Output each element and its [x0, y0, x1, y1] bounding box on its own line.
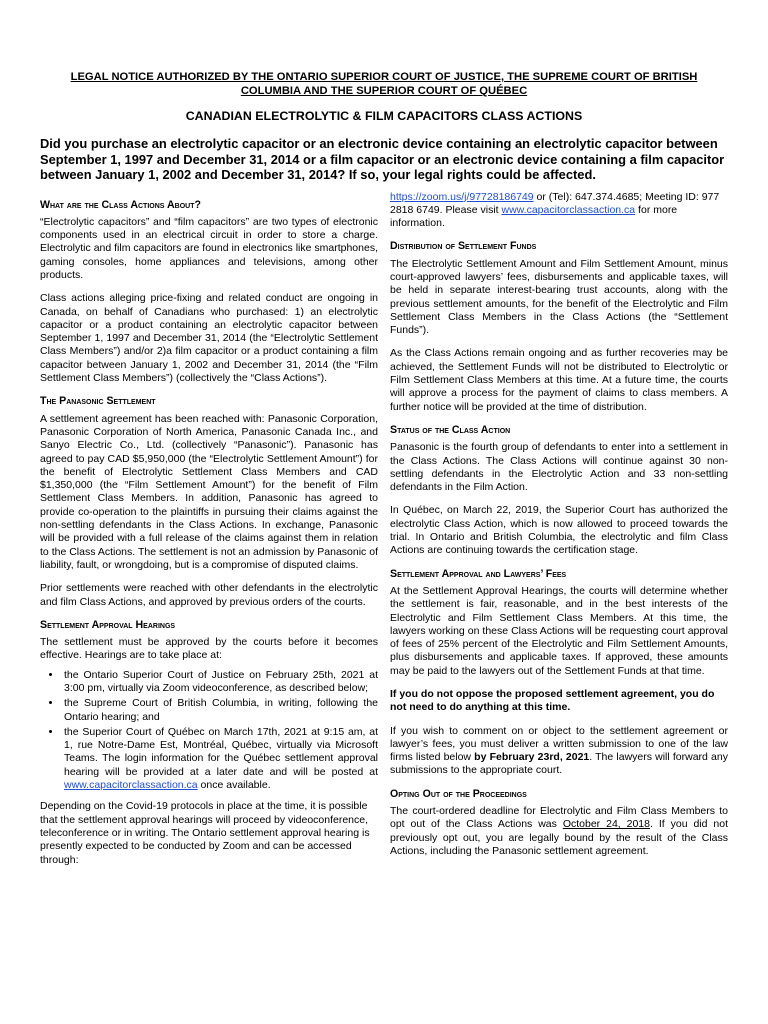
zoom-tail: for more information.: [390, 203, 678, 230]
page-title: CANADIAN ELECTROLYTIC & FILM CAPACITORS CLASS ACTIONS: [185, 109, 583, 123]
lead-question: Did you purchase an electrolytic capacitor or an electronic device containing an electrolytic capacitor between September 1, 1997 and December 31, 2014 or a film capacitor or an electronic device containing a film capacitor between January 1, 2002 and December 31, 2014? If so, your legal rights could be affected.: [40, 136, 725, 182]
bold-notice: If you do not oppose the proposed settlement agreement, you do not need to do anything at this time.: [390, 688, 715, 714]
comment-text: . The lawyers will forward any submissions to the appropriate court.: [390, 751, 728, 777]
section-heading-what: What are the Class Actions About?: [40, 198, 201, 211]
opt-text: . If you did not previously opt out, you are legally bound by the result of the Class Actions, including the Panasonic settlement agreement.: [390, 818, 729, 857]
right-column: [390, 191, 728, 877]
paragraph: Class actions alleging price-fixing and related conduct are ongoing in Canada, on behalf of Canadians who purchased: 1) an electrolytic capacitor or a product containing an electrolytic capacitor between September 1, 1997 and December 31, 2014 (the “Electrolytic Settlement Class Members”) and/or 2)a film capacitor or a product containing a film capacitor between January 1, 2002 and December 31, 2014 (the “Film Settlement Class Members”) (collectively the “Class Actions”).: [40, 292, 378, 385]
list-item-text: the Superior Court of Québec on March 17th, 2021 at 9:15 am, at 1, rue Notre-Dame Est, Montréal, Québec, virtually via Microsoft Teams. The login information for the Québec settlement approval hearing will be provided at a later date and will be posted at: [64, 725, 378, 778]
paragraph: The settlement must be approved by the courts before it becomes effective. Hearings are to take place at:: [40, 636, 378, 662]
paragraph: “Electrolytic capacitors” and “film capacitors” are two types of electronic components used in an electrical circuit in order to store a charge. Electrolytic and film capacitors are found in electronics like smartphones, gaming consoles, home appliances and televisions, among other products.: [40, 215, 378, 281]
comment-text: If you wish to comment on or object to the settlement agreement or lawyer’s fees, you must deliver a written submission to one of the law firms listed below: [390, 724, 728, 764]
list-item: • the Supreme Court of British Columbia, in writing, following the Ontario hearing; and: [62, 697, 378, 724]
zoom-text: or (Tel): 647.374.4685; Meeting ID: 977 2818 6749. Please visit: [390, 190, 720, 216]
paragraph: At the Settlement Approval Hearings, the courts will determine whether the settlement is fair, reasonable, and in the best interests of the Electrolytic and Film Settlement Class Members. At this time, the lawyers working on these Class Actions will be requesting court approval of fees of 25% percent of the Electrolytic and Film Settlement Amounts, plus disbursements and applicable taxes. If approved, these amounts may be paid to the lawyers out of the Settlement Funds at that time.: [390, 584, 728, 677]
zoom-link[interactable]: https://zoom.us/j/97728186749: [390, 190, 534, 203]
website-link[interactable]: www.capacitorclassaction.ca: [64, 779, 198, 792]
paragraph: [390, 725, 728, 778]
comment-deadline: by February 23rd, 2021: [474, 751, 590, 764]
section-heading-fees: Settlement Approval and Lawyers’ Fees: [390, 567, 567, 580]
left-column: [40, 191, 378, 877]
opt-out-deadline: October 24, 2018: [562, 818, 650, 831]
zoom-info: [390, 191, 728, 231]
list-item: [62, 726, 378, 792]
section-heading-status: Status of the Class Action: [390, 423, 511, 436]
list-item: • the Ontario Superior Court of Justice on February 25th, 2021 at 3:00 pm, virtually via Zoom videoconference, as described below;: [62, 669, 378, 696]
list-item-text: once available.: [197, 779, 271, 792]
two-column-body: [40, 191, 728, 877]
section-heading-hearings: Settlement Approval Hearings: [40, 618, 176, 631]
hearings-list: [40, 669, 378, 793]
section-heading-panasonic: The Panasonic Settlement: [40, 395, 156, 408]
paragraph: Prior settlements were reached with other defendants in the electrolytic and film Class Actions, and approved by previous orders of the courts.: [40, 582, 378, 608]
paragraph: As the Class Actions remain ongoing and as further recoveries may be achieved, the Settlement Funds will not be distributed to Electrolytic or Film Settlement Class Members at this time. At a future time, the courts will approve a process for the payment of claims to class members. A further notice will be provided at the time of distribution.: [390, 347, 728, 413]
section-heading-distribution: Distribution of Settlement Funds: [390, 240, 537, 253]
paragraph: A settlement agreement has been reached with: Panasonic Corporation, Panasonic Corporation of North America, Panasonic Canada Inc., and Sanyo Electric Co., Ltd. (collectively “Panasonic”). Panasonic has agreed to pay CAD $5,950,000 (the “Electrolytic Settlement Amount”) for the benefit of Electrolytic Settlement Class Members and CAD $1,350,000 (the “Film Settlement Amount”) for the benefit of Film Settlement Class Members. In addition, Panasonic has agreed to provide co-operation to the plaintiffs in pursuing their claims against the non-settling defendants in the Class Actions. In exchange, Panasonic will be provided with a full release of the claims against them in relation to the Class Actions. The settlement is not an admission by Panasonic of liability, fault, or wrongdoing, but is a compromise of disputed claims.: [40, 412, 378, 571]
paragraph: Depending on the Covid-19 protocols in place at the time, it is possible that the settlement approval hearings will proceed by videoconference, teleconference or in writing. The Ontario settlement approval hearing is presently expected to be conducted by Zoom and can be accessed through:: [40, 800, 370, 866]
paragraph: The Electrolytic Settlement Amount and Film Settlement Amount, minus court-approved lawyers’ fees, disbursements and applicable taxes, will be held in separate interest-bearing trust accounts, along with the previous settlement amounts, for the benefit of the Electrolytic and Film Settlement Class Members in the Class Actions (the “Settlement Funds”).: [390, 257, 728, 337]
legal-notice-heading: LEGAL NOTICE AUTHORIZED BY THE ONTARIO SUPERIOR COURT OF JUSTICE, THE SUPREME COURT OF BRITISH COLUMBIA AND THE SUPERIOR COURT OF QUÉBEC: [70, 71, 698, 97]
paragraph: Panasonic is the fourth group of defendants to enter into a settlement in the Class Actions. The Class Actions will continue against 30 non-settling defendants in the Electrolytic Action and 33 non-settling defendants in the Film Action.: [390, 441, 728, 494]
paragraph: [390, 805, 728, 858]
website-link[interactable]: www.capacitorclassaction.ca: [501, 203, 636, 216]
opt-text: The court-ordered deadline for Electrolytic and Film Class Members to opt out of the Class Actions was: [390, 805, 728, 831]
paragraph: In Québec, on March 22, 2019, the Superior Court has authorized the electrolytic Class Action, which is now allowed to proceed towards the trial. In Ontario and British Columbia, the electrolytic and film Class Actions are continuing towards the certification stage.: [390, 504, 728, 557]
section-heading-opt-out: Opting Out of the Proceedings: [390, 787, 527, 800]
